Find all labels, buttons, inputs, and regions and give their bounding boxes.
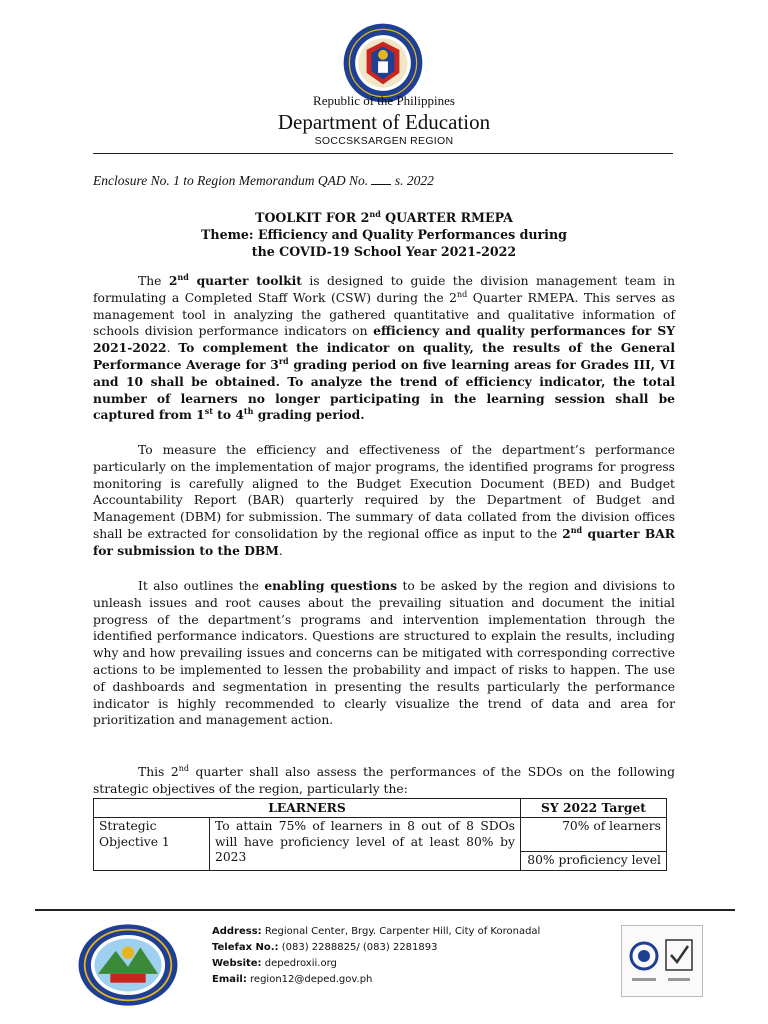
contact-info [212, 924, 540, 988]
title-line-2: Theme: Efficiency and Quality Performances during [201, 227, 567, 243]
paragraph-2: To measure the efficiency and effectiveness of the department’s performance particularly on the implementation of major programs, the identified programs for progress monitoring is carefully aligned to the Budget Execution Document (BED) and Budget Accountability Report (BAR) quarterly required by the Department of Budget and Management (DBM) for submission. The summary of data collated from the division offices shall be extracted for consolidation by the regional office as input to the 2nd quarter BAR for submission to the DBM. [93, 443, 675, 558]
target-header: SY 2022 Target [521, 799, 667, 818]
header-divider [93, 153, 673, 154]
objective-cell: Strategic Objective 1 [94, 818, 210, 871]
title-line-1: TOOLKIT FOR 2nd QUARTER RMEPA [255, 209, 513, 226]
strategic-objective-table [93, 798, 667, 871]
table-row [94, 818, 667, 852]
paragraph-3: It also outlines the enabling questions to be asked by the region and divisions to unleash issues and root causes about the prevailing situation and document the initial progress of the department’s programs and intervention implementation through the identified performance indicators. Questions are structured to explain the results, including why and how prevailing issues and concerns can be mitigated with corresponding corrective actions to be implemented to lessen the probability and impact of risks to happen. The use of dashboards and segmentation in presenting the results particularly the performance indicator is highly recommended to clearly visualize the trend of data and area for prioritization and management action. [93, 578, 675, 728]
website-line: Website: depedroxii.org [212, 958, 337, 969]
objective-description-cell: To attain 75% of learners in 8 out of 8 SDOs will have proficiency level of at least 80% by 2023 [210, 818, 521, 871]
region-xii-logo-icon [75, 920, 181, 1010]
document-title [0, 206, 768, 260]
target-learners-cell: 70% of learners [521, 818, 667, 852]
enclosure-text: Enclosure No. 1 to Region Memorandum QAD No. [93, 173, 372, 188]
paragraph-4: This 2nd quarter shall also assess the performances of the SDOs on the following strategic objectives of the region, particularly the: [93, 763, 675, 796]
region-heading: SOCCSKSARGEN REGION [314, 135, 454, 147]
address-line: Address: Regional Center, Brgy. Carpenter Hill, City of Koronadal [212, 926, 541, 937]
target-proficiency-cell: 80% proficiency level [521, 852, 667, 871]
enclosure-blank [371, 174, 391, 185]
enclosure-line [93, 173, 434, 189]
title-line-3: the COVID-19 School Year 2021-2022 [251, 244, 517, 260]
republic-heading: Republic of the Philippines [313, 93, 455, 108]
telefax-line: Telefax No.: (083) 2288825/ (083) 2281893 [212, 942, 438, 953]
email-line: Email: region12@deped.gov.ph [212, 974, 373, 985]
learners-header: LEARNERS [94, 799, 521, 818]
deped-seal-icon [342, 22, 424, 104]
certification-badge-icon [621, 925, 703, 997]
table-header-row [94, 799, 667, 818]
enclosure-year: s. 2022 [391, 173, 434, 188]
footer-divider [35, 909, 735, 911]
department-heading: Department of Education [277, 110, 491, 134]
paragraph-1: The 2nd quarter toolkit is designed to guide the division management team in formulating a Completed Staff Work (CSW) during the 2nd Quarter RMEPA. This serves as management tool in analyzing the gathered quantitative and qualitative information of schools division performance indicators on efficiency and quality performances for SY 2021-2022. To complement the indicator on quality, the results of the General Performance Average for 3rd grading period on five learning areas for Grades III, VI and 10 shall be obtained. To analyze the trend of efficiency indicator, the total number of learners no longer participating in the learning session shall be captured from 1st to 4th grading period. [93, 271, 676, 423]
